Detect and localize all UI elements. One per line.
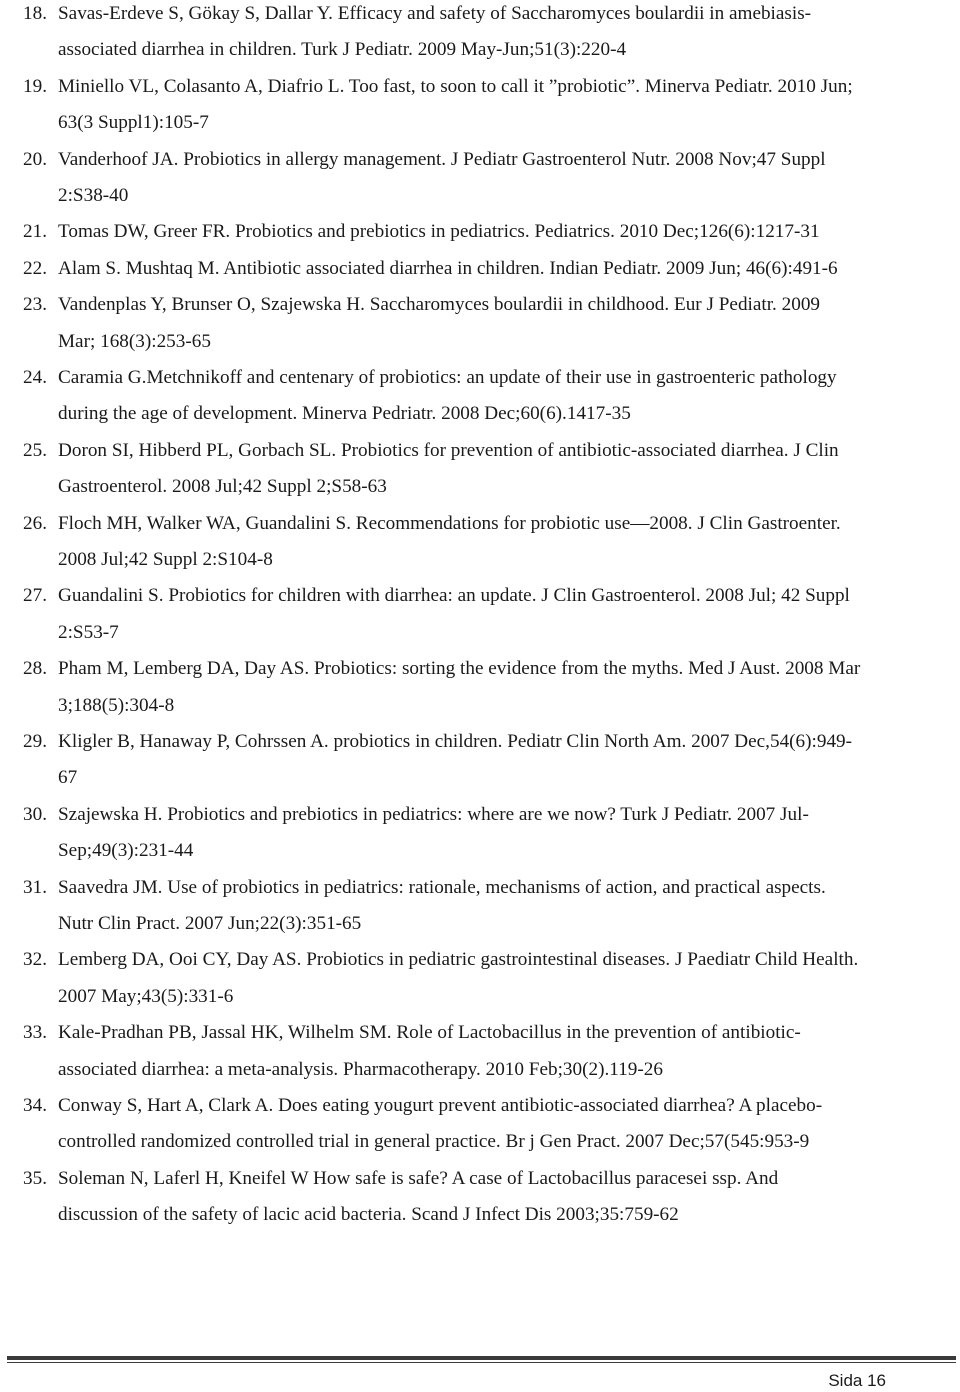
reference-text-line: Kale-Pradhan PB, Jassal HK, Wilhelm SM. Role of Lactobacillus in the prevention of antibiotic-	[58, 1022, 801, 1044]
reference-text-line: Vandenplas Y, Brunser O, Szajewska H. Saccharomyces boulardii in childhood. Eur J Pediatr. 2009	[58, 294, 821, 316]
reference-text-line: controlled randomized controlled trial in general practice. Br j Gen Pract. 2007 Dec;57(545:953-9	[58, 1131, 810, 1153]
reference-number: 28.	[23, 658, 47, 680]
reference-number: 23.	[23, 294, 47, 316]
reference-text-line: discussion of the safety of lacic acid bacteria. Scand J Infect Dis 2003;35:759-62	[58, 1204, 679, 1226]
reference-text-line: Lemberg DA, Ooi CY, Day AS. Probiotics in pediatric gastrointestinal diseases. J Paediatr Child Health.	[58, 949, 859, 971]
reference-number: 33.	[23, 1022, 47, 1044]
reference-text-line: Szajewska H. Probiotics and prebiotics in pediatrics: where are we now? Turk J Pediatr. 2007 Jul-	[58, 803, 809, 825]
reference-text-line: Guandalini S. Probiotics for children with diarrhea: an update. J Clin Gastroenterol. 2008 Jul; 42 Suppl	[58, 585, 850, 607]
reference-number: 32.	[23, 949, 47, 971]
reference-text-line: 67	[58, 767, 78, 789]
reference-text-line: Saavedra JM. Use of probiotics in pediatrics: rationale, mechanisms of action, and practical aspects.	[58, 876, 826, 898]
reference-number: 27.	[23, 585, 47, 607]
reference-text-line: associated diarrhea: a meta-analysis. Pharmacotherapy. 2010 Feb;30(2).119-26	[58, 1058, 663, 1080]
reference-number: 25.	[23, 439, 47, 461]
reference-text-line: Alam S. Mushtaq M. Antibiotic associated diarrhea in children. Indian Pediatr. 2009 Jun; 46(6):491-6	[58, 257, 838, 279]
reference-number: 30.	[23, 803, 47, 825]
reference-text-line: during the age of development. Minerva Pedriatr. 2008 Dec;60(6).1417-35	[58, 403, 631, 425]
reference-number: 24.	[23, 367, 47, 388]
reference-text-line: Miniello VL, Colasanto A, Diafrio L. Too fast, to soon to call it ”probiotic”. Minerva Pediatr. 2010 Jun;	[58, 75, 853, 97]
reference-text-line: 2:S38-40	[58, 185, 129, 206]
reference-text-line: Tomas DW, Greer FR. Probiotics and prebiotics in pediatrics. Pediatrics. 2010 Dec;126(6):1217-31	[58, 221, 820, 243]
reference-text-line: Doron SI, Hibberd PL, Gorbach SL. Probiotics for prevention of antibiotic-associated diarrhea. J Clin	[58, 439, 839, 461]
reference-text-line: Nutr Clin Pract. 2007 Jun;22(3):351-65	[58, 913, 362, 934]
reference-text-line: 63(3 Suppl1):105-7	[58, 112, 209, 134]
reference-text-line: Gastroenterol. 2008 Jul;42 Suppl 2;S58-63	[58, 476, 387, 498]
page-number: Sida 16	[828, 1371, 886, 1390]
reference-text-line: Soleman N, Laferl H, Kneifel W How safe is safe? A case of Lactobacillus paracesei ssp. And	[58, 1167, 779, 1189]
reference-text-line: 2:S53-7	[58, 621, 119, 643]
reference-text-line: 3;188(5):304-8	[58, 694, 175, 716]
reference-number: 34.	[23, 1095, 47, 1116]
reference-text-line: associated diarrhea in children. Turk J Pediatr. 2009 May-Jun;51(3):220-4	[58, 39, 627, 61]
reference-text-line: Pham M, Lemberg DA, Day AS. Probiotics: sorting the evidence from the myths. Med J Aust. 2008 Mar	[58, 658, 861, 680]
reference-number: 26.	[23, 512, 47, 534]
reference-text-line: 2007 May;43(5):331-6	[58, 985, 234, 1007]
reference-text-line: Caramia G.Metchnikoff and centenary of probiotics: an update of their use in gastroenteric pathology	[58, 367, 837, 388]
reference-number: 35.	[23, 1167, 47, 1189]
footer-divider-thin	[7, 1362, 956, 1363]
reference-text-line: 2008 Jul;42 Suppl 2:S104-8	[58, 549, 273, 570]
reference-number: 19.	[23, 75, 47, 97]
reference-text-line: Savas-Erdeve S, Gökay S, Dallar Y. Efficacy and safety of Saccharomyces boulardii in amebiasis-	[58, 3, 812, 24]
reference-text-line: Conway S, Hart A, Clark A. Does eating yougurt prevent antibiotic-associated diarrhea? A placebo-	[58, 1095, 823, 1116]
reference-text-line: Kligler B, Hanaway P, Cohrssen A. probiotics in children. Pediatr Clin North Am. 2007 Dec,54(6):949-	[58, 731, 853, 752]
reference-number: 18.	[23, 3, 47, 24]
reference-text-line: Vanderhoof JA. Probiotics in allergy management. J Pediatr Gastroenterol Nutr. 2008 Nov;47 Suppl	[58, 148, 826, 170]
reference-text-line: Floch MH, Walker WA, Guandalini S. Recommendations for probiotic use—2008. J Clin Gastroenter.	[58, 512, 841, 534]
reference-number: 22.	[23, 257, 47, 279]
reference-number: 31.	[23, 876, 47, 898]
reference-number: 21.	[23, 221, 47, 243]
footer-divider	[7, 1356, 956, 1360]
reference-text-line: Mar; 168(3):253-65	[58, 330, 211, 352]
reference-number: 20.	[23, 148, 47, 170]
reference-number: 29.	[23, 731, 47, 752]
reference-text-line: Sep;49(3):231-44	[58, 840, 194, 862]
